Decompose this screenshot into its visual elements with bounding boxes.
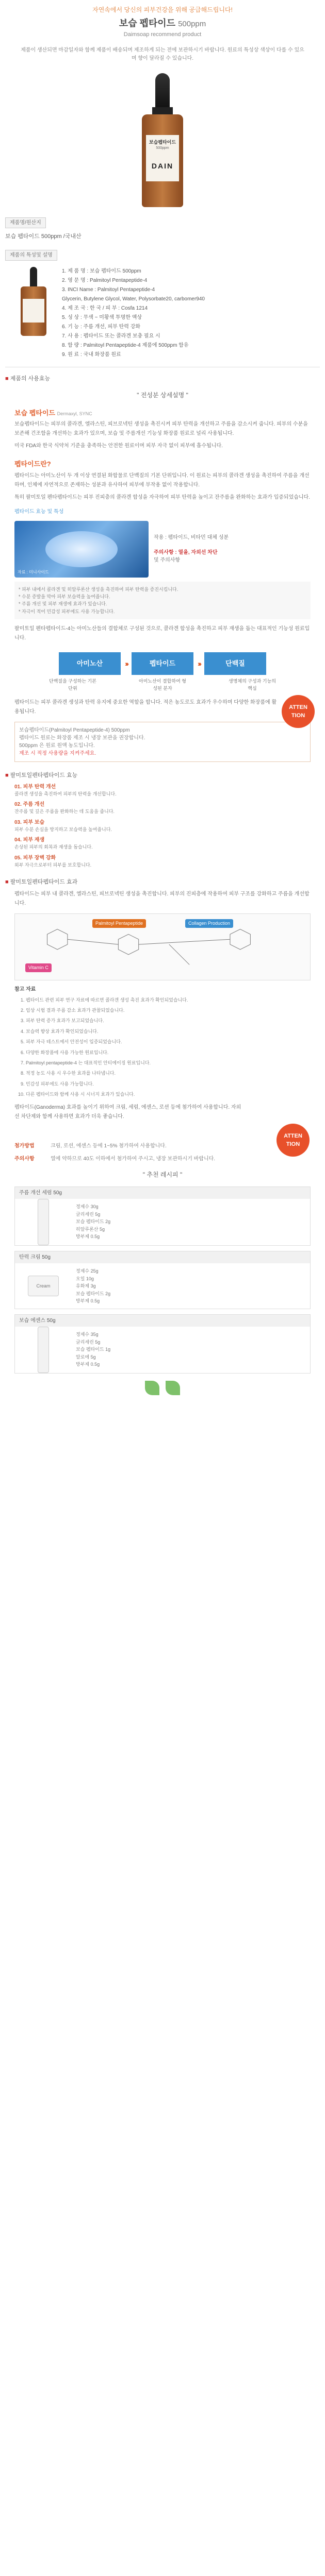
effect-item: 02. 주름 개선 잔주름 및 깊은 주름을 완화하는 데 도움을 줍니다. [14, 802, 115, 815]
ingredient-photo-row [14, 521, 311, 578]
caution-row: 주의사항 열에 약하므로 40도 이하에서 첨가하여 주시고, 냉장 보관하시기 바랍니다. [14, 1156, 216, 1162]
tube-icon [38, 1327, 49, 1373]
flow-protein: 단백질 [204, 652, 266, 675]
structure-text: 펩타이드는 피부 내 콜라겐, 엘라스틴, 피브로넥틴 생성을 촉진합니다. 피부의 진피층에 작용하여 피부 구조를 강화하고 주름을 개선합니다. [14, 891, 310, 906]
label-vitamin: Vitamin C [25, 963, 52, 973]
attention-badge-2: ATTEN TION [277, 1124, 310, 1157]
recipe-card: 주름 개선 세럼 50g 정제수 30g 글리세린 5g 보습 펩타이드 2g 히알루론산 5g 방부제 0.5g [14, 1187, 311, 1246]
product-name: 보습 펩타이드 500ppm /국내산 [5, 233, 82, 240]
arrow-icon: ››› [125, 659, 127, 668]
intro-text-2: 미국 FDA와 한국 식약처 기준을 충족하는 안전한 원료이며 피부 자극 없이 피부에 흡수됩니다. [14, 443, 223, 449]
ingredient-heading: ■ 제품의 사용효능 [5, 376, 51, 382]
page-title: 보습 펩타이드 500ppm [119, 18, 206, 28]
ingredient-photo-desc: 작용 : 펩타이드, 비타민 대체 성분 주의사항 : 열을, 자외선 차단 및 주의사항 [154, 535, 229, 563]
flow-captions: 단백질을 구성하는 기본 단위 아미노산이 결합하여 형성된 분자 생명체의 구성과 기능의 핵심 [49, 679, 276, 691]
intro-title: 보습 펩타이드 Dermaxyl, SYNC [14, 409, 92, 417]
bottle-label-brand: DAIN [151, 161, 174, 170]
effect-item: 03. 피부 보습 피부 수분 손실을 방지하고 보습력을 높여줍니다. [14, 819, 112, 832]
jar-icon: Cream [28, 1276, 59, 1296]
intro-text: 보습펩타이드는 피부의 콜라겐, 엘라스틴, 피브로넥틴 생성을 촉진시켜 피부 탄력을 개선하고 주름을 감소시켜 줍니다. 피부의 수분을 보존해 건조함을 개선하는 효과가 있으며, 보습 및 주름개선 기능성 화장품 원료로 널리 사용됩니다. [14, 421, 308, 436]
product-spec-box [5, 263, 320, 360]
leaf-icon [145, 1381, 159, 1395]
effect-item: 04. 피부 재생 손상된 피부의 회복과 재생을 돕습니다. [14, 837, 93, 850]
flow-text: 펩타이드는 피부 콜라겐 생성과 탄력 유지에 중요한 역할을 합니다. 적은 농도로도 효과가 우수하며 다양한 화장품에 활용됩니다. [14, 700, 277, 715]
usage-intro: 펩타이드(Ganoderma) 효과를 높이기 위하여 크림, 세럼, 에센스, 로션 등에 첨가하여 사용합니다. 자외선 차단제와 함께 사용하면 효과가 더욱 좋습니다. [14, 1105, 241, 1120]
effect-item: 01. 피부 탄력 개선 콜라겐 생성을 촉진하여 피부의 탄력을 개선합니다. [14, 784, 117, 796]
structure-svg [15, 914, 310, 980]
spec-list: 1. 제 품 명 : 보습 펩타이드 500ppm 2. 영 문 명 : Palmitoyl Pentapeptide-4 3. INCI Name : Palmitoyl Pentapeptide-4 Glycerin, Butylene Glycol, Water, Polysorbate20, carbomer940 4. 제 조 국 : 한 국 / 피 부 : Cosfa 1214 5. 성 상 : 무색 ~ 미황색 투명한 액상 6. 기 능 : 주름 개선, 피부 탄력 강화 7. 사 용 : 펩타이드 또는 콜라겐 보충 필요 시 8. 함 량 : Palmitoyl Pentapeptide-4 제품에 500ppm 함유 9. 원 료 : 국내 화장품 원료 [62, 268, 205, 358]
effect-item: 05. 피부 장벽 강화 외부 자극으로부터 피부를 보호합니다. [14, 855, 92, 868]
hero-note: 제품이 생산되면 마감일자와 함께 제품이 배송되며 제조하게 되는 전에 보관하시기 바랍니다. 원료의 특성상 색상이 다를 수 있으며 향이 달라질 수 있습니다. [21, 47, 304, 61]
leaf-icon [166, 1381, 180, 1395]
what-text: 펩타이드는 아미노산이 두 개 이상 연결된 화합물로 단백질의 기본 단위입니다. 이 원료는 피부의 콜라겐 생성을 촉진하여 주름을 개선하며, 인체에 자연적으로 존재하는 성분과 유사하여 피부에 부작용 없이 작용합니다. [14, 472, 310, 488]
ingredient-bullets: * 피부 내에서 콜라겐 및 히알루론산 생성을 촉진하여 피부 탄력을 증진시킵니다. * 수분 증발을 막아 피부 보습력을 높여줍니다. * 주름 개선 및 피부 재생에 효과가 있습니다. * 자극이 적어 민감성 피부에도 사용 가능합니다. [14, 582, 311, 620]
tab-product-features: 제품의 특성및 설명 [5, 250, 57, 261]
flow-intro: 팔미토일 펜타펩타이드-4는 아미노산들의 결합체로 구성된 것으로, 콜라겐 합성을 촉진하고 피부 재생을 돕는 대표적인 기능성 원료입니다. [14, 626, 310, 641]
chemical-structure-diagram [14, 913, 311, 980]
peptide-flow [0, 652, 325, 675]
footer-decoration [0, 1381, 325, 1401]
flow-peptide: 펩타이드 [132, 652, 193, 675]
tab-product-origin: 제품명/원산지 [5, 217, 46, 228]
tagline: 자연속에서 당신의 피부건강을 위해 공급해드립니다! [92, 6, 233, 13]
small-bottle-image [5, 263, 62, 340]
effects-heading: ■ 팔미토일펜타펩타이드 효능 [5, 772, 78, 779]
hero-image [0, 42, 325, 212]
arrow-icon: ››› [198, 659, 200, 668]
bottle-label-title: 보습펩타이드 [149, 139, 176, 145]
usage-row: 첨가방법 크림, 로션, 에센스 등에 1~5% 첨가하여 사용합니다. [14, 1143, 167, 1149]
header [0, 0, 325, 39]
bottle-label-sub: 500ppm [156, 146, 169, 150]
recipe-title: " 추천 레시피 " [142, 1171, 183, 1179]
recipe-card: 탄력 크림 50g Cream 정제수 25g 오일 10g 유화제 3g 보습 펩타이드 2g 방부제 0.5g [14, 1251, 311, 1309]
subtitle: Daimsoap recommend product [123, 31, 202, 38]
flow-amino-acid: 아미노산 [59, 652, 121, 675]
dropper-bottle-image [137, 73, 188, 207]
label-collagen: Collagen Production [185, 919, 233, 928]
notice-box: 보습펩타이드(Palmitoyl Pentapeptide-4) 500ppm 펩타이드 원료는 화장품 제조 시 냉장 보관을 권장합니다. 500ppm 은 원료 원액 농도입니다. 제조 시 적정 사용량을 지켜주세요. [14, 722, 311, 762]
what-text-2: 특히 팔미토일 펜타펩타이드는 피부 진피층의 콜라겐 합성을 자극하여 피부 탄력을 높이고 잔주름을 완화하는 효과가 입증되었습니다. [14, 494, 310, 500]
label-peptide: Palmitoyl Pentapeptide [92, 919, 146, 928]
recipe-card: 보습 에센스 50g 정제수 35g 글리세린 5g 보습 펩타이드 1g 알로에 5g 방부제 0.5g [14, 1314, 311, 1374]
tube-icon [38, 1199, 49, 1245]
references: 참고 자료 1. 펩타이드 관련 피부 연구 자료에 따르면 콜라겐 생성 촉진 효과가 확인되었습니다. 2. 임상 시험 결과 주름 감소 효과가 관찰되었습니다. 3. 피부 탄력 증가 효과가 보고되었습니다. 4. 보습력 향상 효과가 확인되었습니다. 5. 피부 자극 테스트에서 안전성이 입증되었습니다. 6. 다양한 화장품에 사용 가능한 원료입니다. 7. Palmitoyl pentapeptide-4 는 대표적인 안티에이징 원료입니다. 8. 적정 농도 사용 시 우수한 효과를 나타냅니다. 9. 민감성 피부에도 사용 가능합니다. 10. 다른 펩타이드와 함께 사용 시 시너지 효과가 있습니다. [14, 986, 311, 1098]
attention-badge: ATTEN TION [282, 695, 315, 728]
ingredient-center-title: " 전성분 상세설명 " [137, 391, 188, 399]
photo-caption: 펩타이드 효능 및 특성 [14, 509, 64, 515]
structure-heading: ■ 팔미토일펜타펩타이드 효과 [5, 879, 78, 886]
ingredient-photo: 자료 : 미니사이드 [14, 521, 149, 578]
what-title: 펩타이드란? [14, 460, 51, 468]
